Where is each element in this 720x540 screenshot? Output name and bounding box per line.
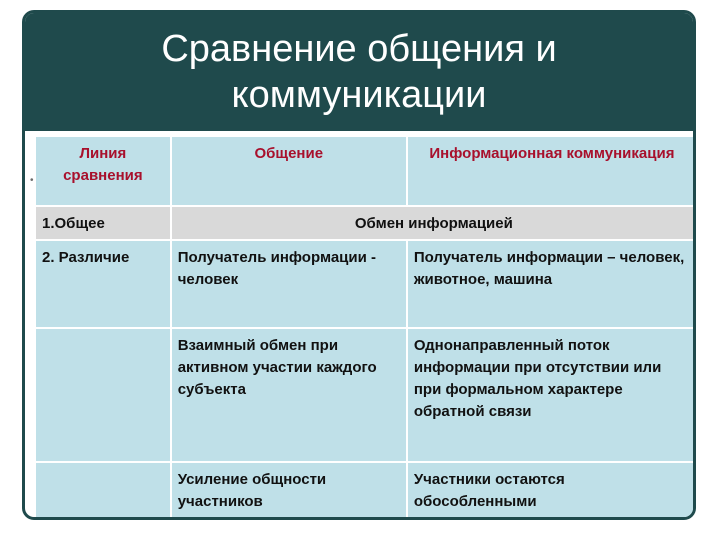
- table-row: [35, 240, 696, 328]
- table-row-common: [35, 206, 696, 240]
- empty-cell: [35, 462, 171, 520]
- title-bar: [25, 13, 693, 131]
- table-row: [35, 328, 696, 462]
- table-header-row: [35, 136, 696, 206]
- comparison-table: [34, 135, 696, 520]
- slide-title: Сравнение общения и коммуникации: [161, 28, 557, 116]
- empty-cell: [35, 328, 171, 462]
- common-value-cell: Обмен информацией: [171, 206, 696, 240]
- communication-cell: Получатель информации - человек: [171, 240, 407, 328]
- common-label-cell: 1.Общее: [35, 206, 171, 240]
- table-row: [35, 462, 696, 520]
- difference-label-cell: 2. Различие: [35, 240, 171, 328]
- header-cell-communication: Общение: [171, 136, 407, 206]
- communication-cell: Взаимный обмен при активном участии каждого субъекта: [171, 328, 407, 462]
- slide: [22, 10, 696, 520]
- communication-cell: Усиление общности участников: [171, 462, 407, 520]
- bullet-marker: •: [30, 175, 34, 186]
- info-communication-cell: Получатель информации – человек, животное, машина: [407, 240, 696, 328]
- header-cell-info-communication: Информационная коммуникация: [407, 136, 696, 206]
- info-communication-cell: Однонаправленный поток информации при отсутствии или при формальном характере обратной связи: [407, 328, 696, 462]
- header-cell-comparison-line: Линия сравнения: [35, 136, 171, 206]
- info-communication-cell: Участники остаются обособленными: [407, 462, 696, 520]
